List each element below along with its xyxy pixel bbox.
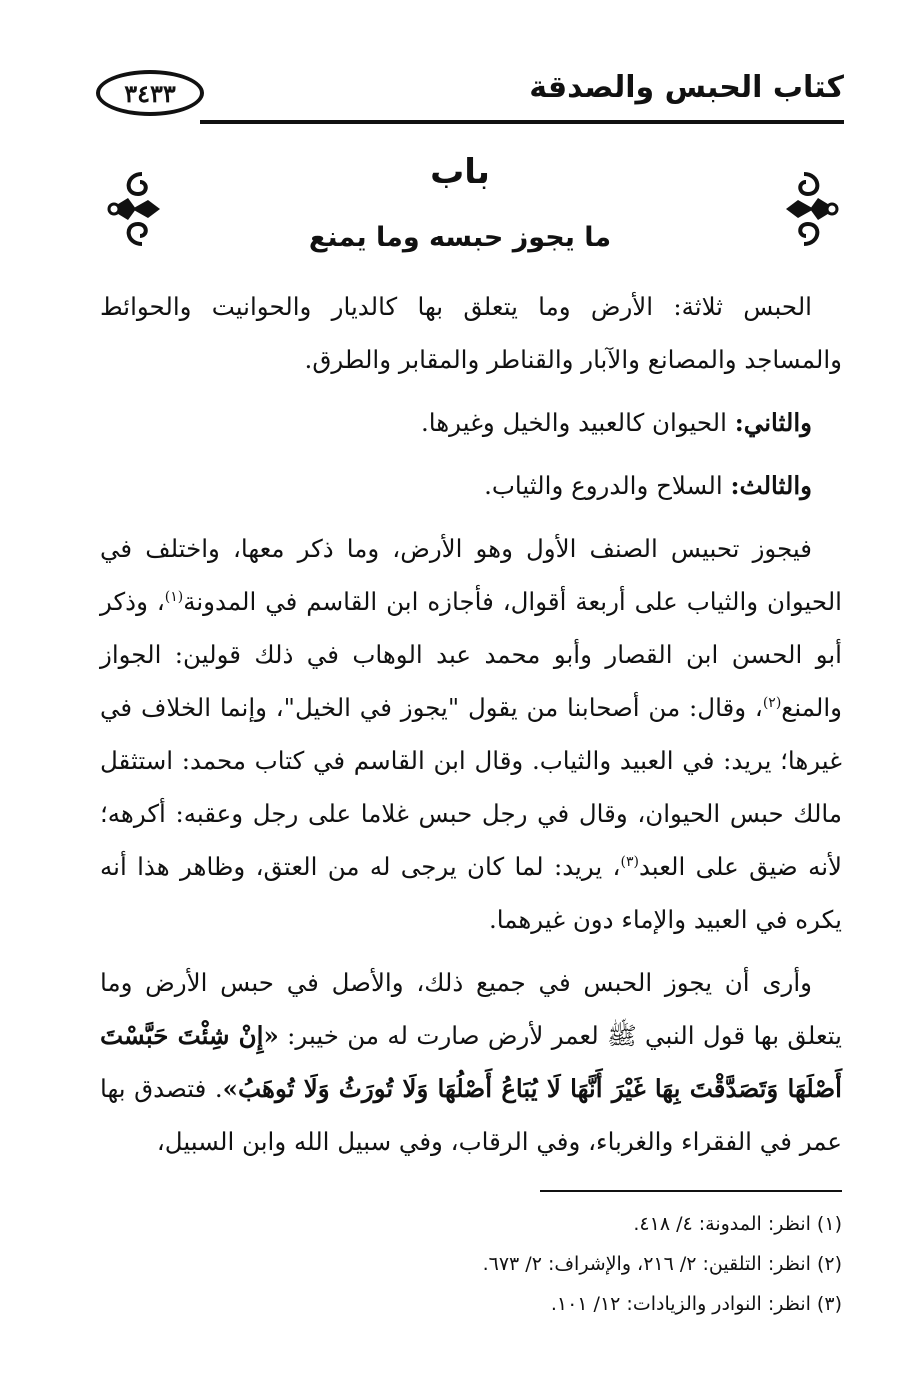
hadith-quote: «إِنْ شِئْتَ حَبَّسْتَ أَصْلَهَا وَتَصَدَّقْتَ بِهَا غَيْرَ أَنَّهَا لَا يُبَاعُ أَصْلُهَا وَلَا تُورَثُ وَلَا تُوهَبُ» (100, 1021, 842, 1103)
footnote-ref-2[interactable]: (٢) (762, 694, 782, 711)
paragraph-2-text: الحيوان كالعبيد والخيل وغيرها. (421, 408, 735, 437)
paragraph-4-part-4: ، يريد: لما كان يرجى له من العتق، وظاهر هذا أنه يكره في العبيد والإماء دون غيرهما. (100, 852, 842, 934)
paragraph-5 (100, 956, 842, 1168)
footnote-ref-3[interactable]: (٣) (620, 853, 639, 870)
paragraph-4-part-3: ، وقال: من أصحابنا من يقول "يجوز في الخيل"، وإنما الخلاف في غيرها؛ يريد: في العبيد والثياب. وقال ابن القاسم في كتاب محمد: استثقل مالك حبس الحيوان، وقال في رجل حبس غلاما على رجل وعقبه: أكرهه؛ لأنه ضيق على العبد (100, 693, 843, 881)
chapter-label: باب (430, 152, 490, 192)
footnote-ref-1[interactable]: (١) (164, 588, 184, 605)
page-number: ٣٤٣٣ (96, 70, 204, 116)
paragraph-4-part-1: فيجوز تحبيس الصنف الأول وهو الأرض، وما ذكر معها، واختلف في الحيوان والثياب على أربعة أقوال، فأجازه ابن القاسم في المدونة (100, 534, 842, 616)
book-title: كتاب الحبس والصدقة (529, 70, 844, 105)
header-rule (200, 120, 844, 124)
footnote-2: (٢) انظر: التلقين: ٢/ ٢١٦، والإشراف: ٢/ ٦٧٣. (482, 1253, 842, 1275)
paragraph-2 (100, 396, 842, 449)
paragraph-4 (100, 522, 842, 946)
paragraph-4-part-2: ، وذكر أبو الحسن ابن القصار وأبو محمد عبد الوهاب في ذلك قولين: الجواز والمنع (100, 587, 842, 722)
footnote-rule (540, 1190, 842, 1192)
paragraph-3-lead: والثالث: (730, 471, 812, 500)
running-header (96, 62, 844, 132)
footnote-1: (١) انظر: المدونة: ٤/ ٤١٨. (633, 1213, 842, 1235)
paragraph-3 (100, 459, 842, 512)
footnote-3: (٣) انظر: النوادر والزيادات: ١٢/ ١٠١. (550, 1293, 842, 1315)
paragraph-3-text: السلاح والدروع والثياب. (484, 471, 731, 500)
paragraph-2-lead: والثاني: (734, 408, 812, 437)
footnotes (100, 1204, 842, 1324)
chapter-subtitle: ما يجوز حبسه وما يمنع (308, 222, 612, 253)
paragraph-5-part-1: وأرى أن يجوز الحبس في جميع ذلك، والأصل في حبس الأرض وما يتعلق بها قول النبي ﷺ لعمر لأرض صارت له من خيبر: (100, 968, 842, 1050)
paragraph-5-part-2: . فتصدق بها عمر في الفقراء والغرباء، وفي الرقاب، وفي سبيل الله وابن السبيل، (100, 1074, 842, 1156)
paragraph-1: الحبس ثلاثة: الأرض وما يتعلق بها كالديار والحوانيت والحوائط والمساجد والمصانع والآبار والقناطر والمقابر والطرق. (100, 292, 842, 374)
body-text (100, 280, 842, 1178)
